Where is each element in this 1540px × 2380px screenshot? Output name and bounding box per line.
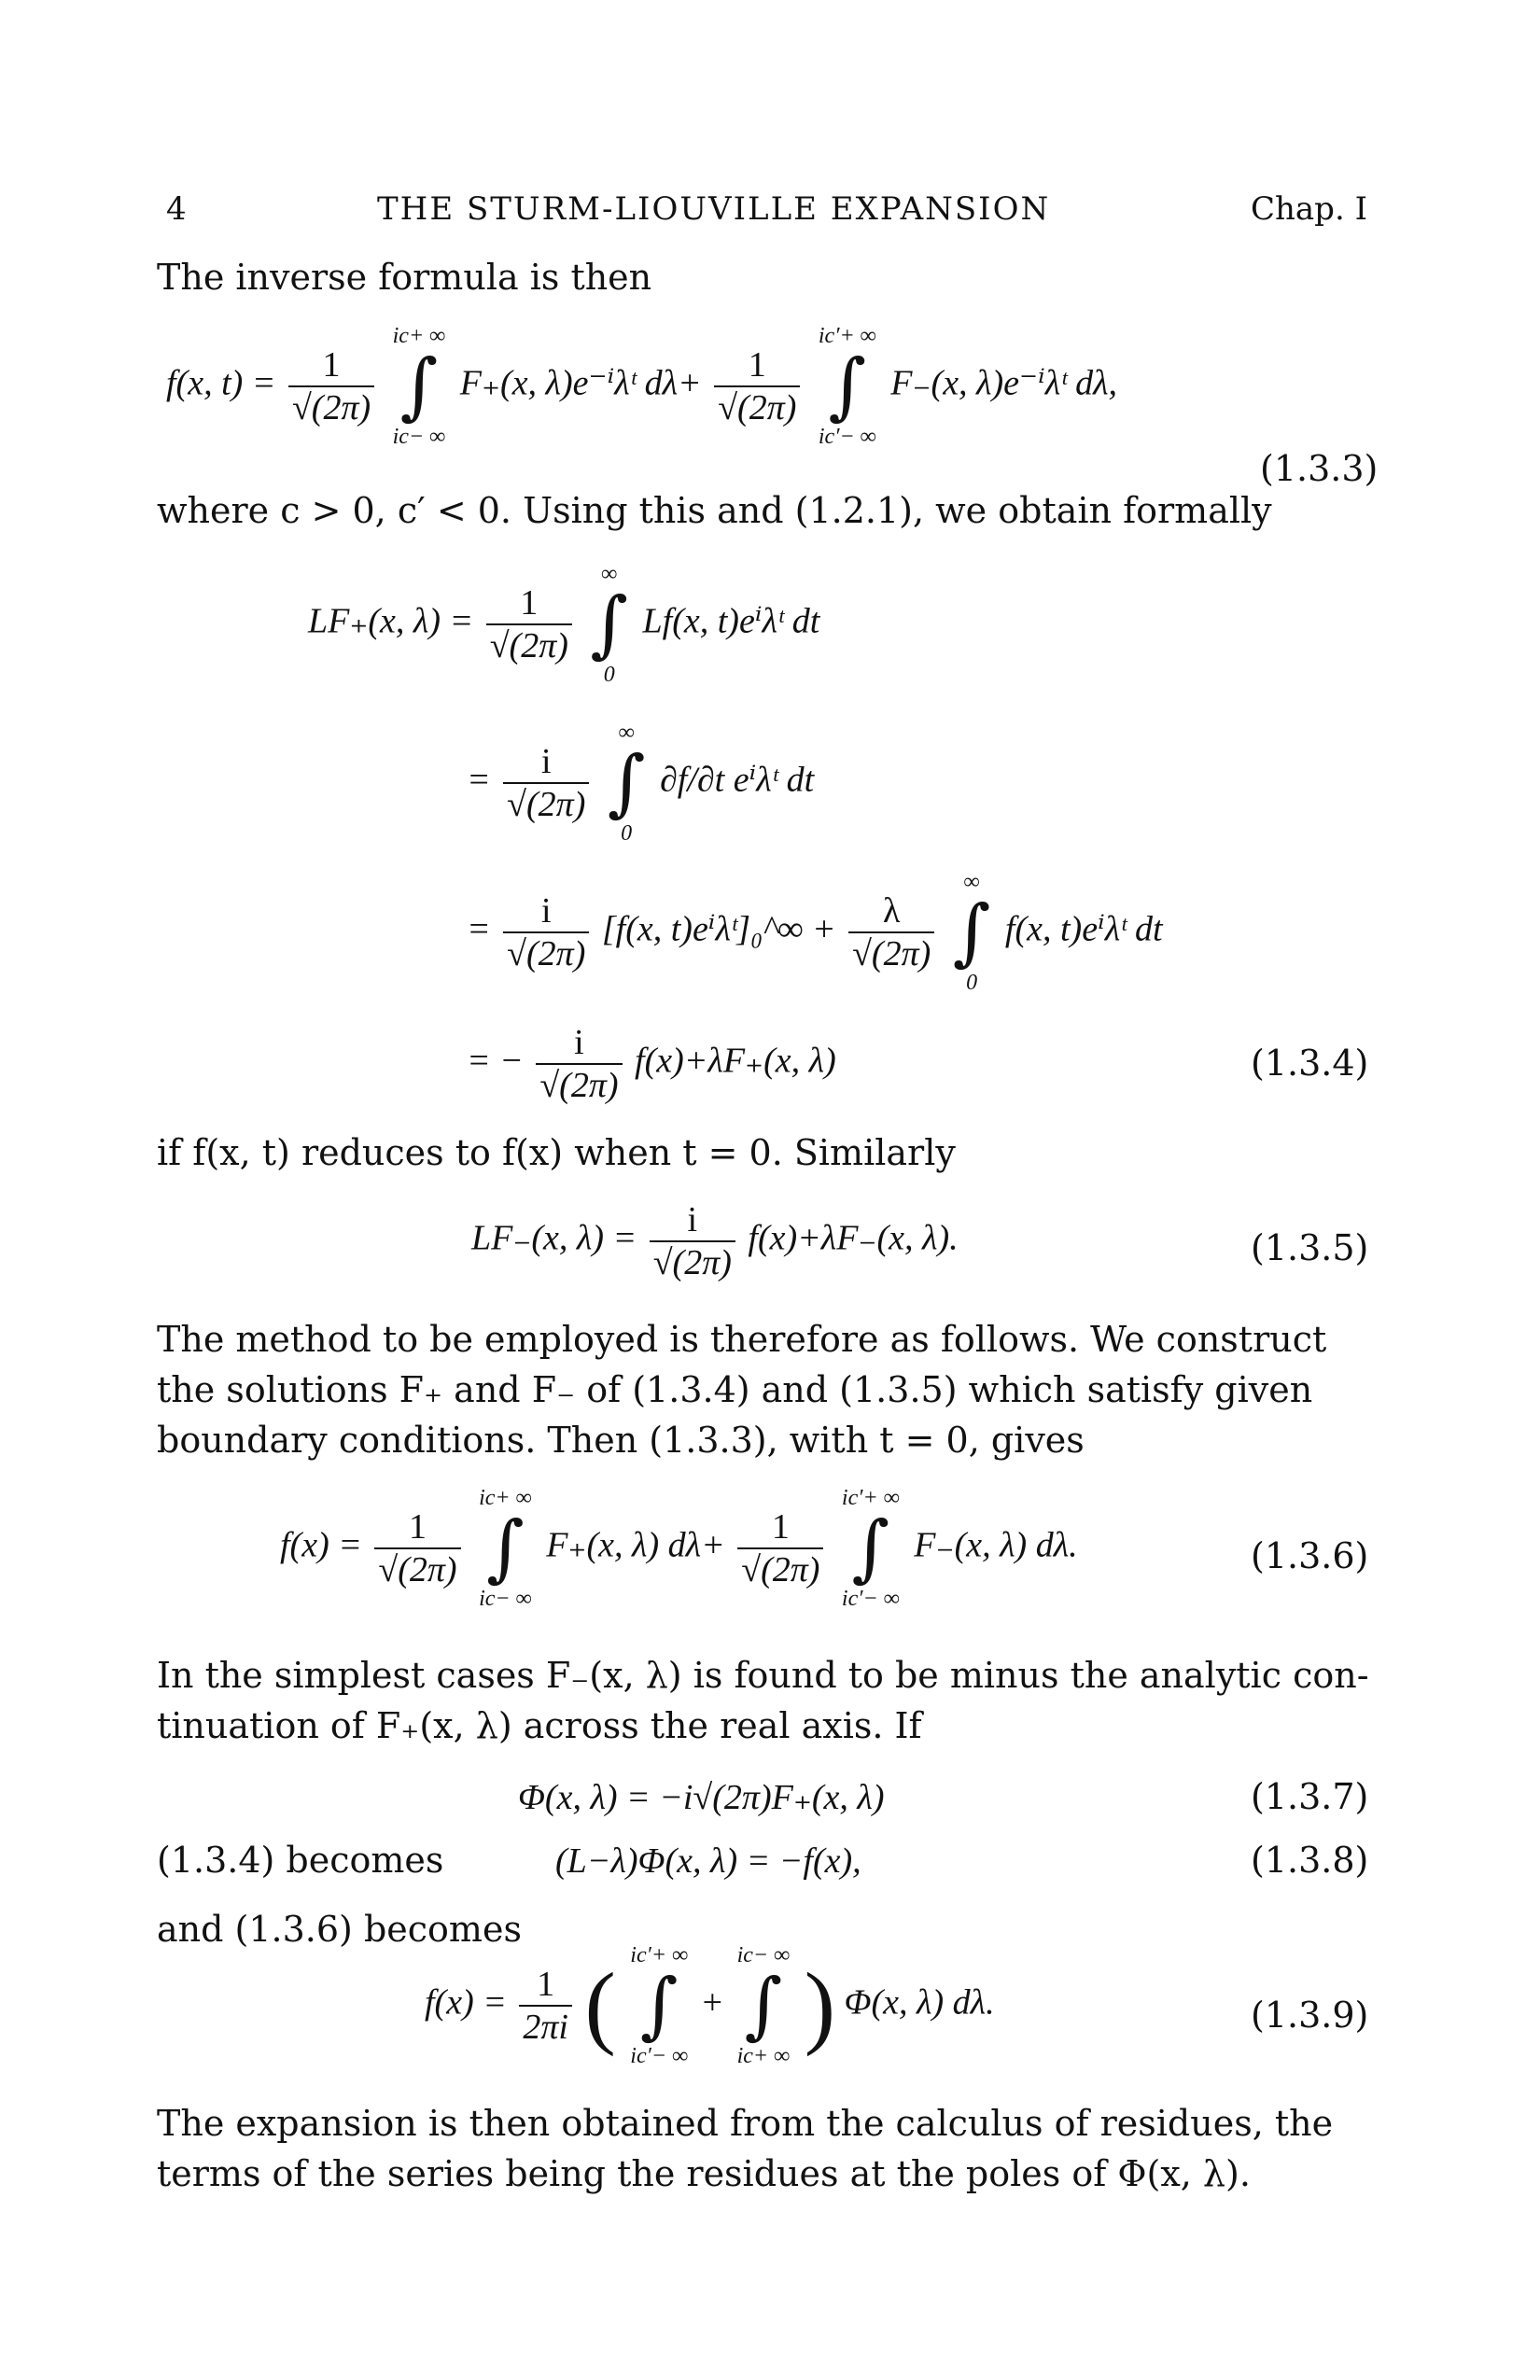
integral-upper-limit: ∞ xyxy=(963,870,980,894)
paragraph-line: terms of the series being the residues at the poles of Φ(x, λ). xyxy=(157,2153,1251,2194)
integrand: F₋(x, λ)e⁻ⁱλᵗ dλ, xyxy=(890,363,1118,403)
page-number: 4 xyxy=(166,190,189,228)
equals: = xyxy=(467,760,491,800)
paragraph-line: boundary conditions. Then (1.3.3), with t = 0, gives xyxy=(157,1420,1085,1461)
fraction-denominator: √(2π) xyxy=(489,626,568,665)
eq-lhs: f(x) = xyxy=(280,1525,362,1565)
fraction xyxy=(288,344,374,428)
fraction-numerator: 1 xyxy=(486,582,572,625)
equation-1-3-3 xyxy=(166,322,1117,451)
paragraph-line: In the simplest cases F₋(x, λ) is found to be minus the analytic con- xyxy=(157,1655,1369,1696)
fraction-denominator: √(2π) xyxy=(652,1243,732,1282)
paragraph-text: if f(x, t) reduces to f(x) when t = 0. Similarly xyxy=(157,1132,956,1173)
plus-sign: + xyxy=(702,1982,723,2023)
eq-lhs: f(x) = xyxy=(425,1982,507,2023)
fraction-numerator: i xyxy=(503,890,589,933)
integral-upper-limit: ic+ ∞ xyxy=(479,1486,532,1510)
equation-1-3-4-line-1 xyxy=(308,560,819,689)
integrand: f(x, t)eⁱλᵗ dt xyxy=(1004,909,1163,949)
eq-lhs: f(x, t) = xyxy=(166,363,276,403)
integral-sign: ic′+ ∞ ∫ ic′− ∞ xyxy=(841,1486,900,1611)
paragraph-line: the solutions F₊ and F₋ of (1.3.4) and (1.3.5) which satisfy given xyxy=(157,1369,1313,1410)
integral-upper-limit: ic′+ ∞ xyxy=(818,324,876,348)
paragraph-intro: The inverse formula is then xyxy=(157,257,652,298)
fraction-numerator: i xyxy=(650,1199,735,1242)
integral-lower-limit: ic′− ∞ xyxy=(841,1587,900,1611)
integral-upper-limit: ic− ∞ xyxy=(736,1943,791,1967)
integral-sign: ic′+ ∞ ∫ ic′− ∞ xyxy=(818,324,876,449)
fraction-denominator: √(2π) xyxy=(539,1066,619,1105)
integral-lower-limit: ic− ∞ xyxy=(479,1587,532,1611)
integral-upper-limit: ic′+ ∞ xyxy=(841,1486,900,1510)
fraction-numerator: i xyxy=(503,741,589,784)
integral-upper-limit: ic+ ∞ xyxy=(392,324,446,348)
equation-number: (1.3.6) xyxy=(1251,1535,1369,1576)
bracket-term: [f(x, t)eⁱλᵗ]₀^∞ + xyxy=(601,909,836,949)
fraction xyxy=(503,741,589,825)
equation-1-3-5 xyxy=(471,1199,959,1283)
eq-lhs: LF₊(x, λ) = xyxy=(308,601,474,641)
fraction-numerator: 1 xyxy=(374,1506,460,1549)
integral-sign: ic′+ ∞ ∫ ic′− ∞ xyxy=(630,1943,689,2068)
integrand: ∂f/∂t eⁱλᵗ dt xyxy=(660,760,815,800)
equation-1-3-8: (L−λ)Φ(x, λ) = −f(x), xyxy=(555,1841,861,1881)
fraction-numerator: 1 xyxy=(714,344,800,387)
fraction-denominator: √(2π) xyxy=(507,934,586,973)
chapter-label: Chap. I xyxy=(1251,190,1367,228)
equation-1-3-7: Φ(x, λ) = −i√(2π)F₊(x, λ) xyxy=(518,1778,885,1817)
fraction-numerator: 1 xyxy=(288,344,374,387)
fraction-denominator: √(2π) xyxy=(852,934,931,973)
fraction xyxy=(650,1199,735,1283)
equation-number: (1.3.9) xyxy=(1251,1995,1369,2036)
equation-number: (1.3.5) xyxy=(1251,1227,1369,1268)
integral-sign: ic+ ∞ ∫ ic− ∞ xyxy=(479,1486,532,1611)
fraction-denominator: √(2π) xyxy=(741,1550,820,1589)
fraction-denominator: √(2π) xyxy=(718,388,797,427)
integral-lower-limit: ic′− ∞ xyxy=(630,2044,689,2068)
fraction xyxy=(536,1022,622,1106)
paragraph-text: and (1.3.6) becomes xyxy=(157,1909,522,1950)
fraction xyxy=(737,1506,823,1590)
fraction-numerator: 1 xyxy=(737,1506,823,1549)
integral-lower-limit: ic′− ∞ xyxy=(818,425,876,449)
equation-number: (1.3.8) xyxy=(1251,1840,1369,1881)
left-paren: ( xyxy=(584,1953,616,2057)
equation-1-3-4-line-2 xyxy=(467,719,814,847)
integral-upper-limit: ∞ xyxy=(618,721,635,745)
equation-1-3-9 xyxy=(425,1941,995,2070)
integral-upper-limit: ic′+ ∞ xyxy=(630,1943,689,1967)
fraction-numerator: λ xyxy=(848,890,934,933)
fraction xyxy=(503,890,589,974)
integral-sign: ∞ ∫ 0 xyxy=(607,721,646,846)
paragraph-text: (1.3.4) becomes xyxy=(157,1840,444,1881)
integrand: F₊(x, λ)e⁻ⁱλᵗ dλ+ xyxy=(459,363,702,403)
fraction-numerator: 1 xyxy=(519,1964,572,2007)
equation-1-3-6 xyxy=(280,1484,1078,1613)
minus-sign: − xyxy=(499,1041,524,1081)
integrand: Φ(x, λ) dλ. xyxy=(844,1982,995,2023)
fraction-denominator: 2πi xyxy=(523,2008,568,2047)
fraction xyxy=(374,1506,460,1590)
rhs-term: f(x)+λF₋(x, λ). xyxy=(748,1218,959,1258)
equation-number: (1.3.3) xyxy=(1260,448,1379,489)
right-paren: ) xyxy=(804,1953,836,2057)
paragraph-line: The method to be employed is therefore as follows. We construct xyxy=(157,1319,1327,1360)
equals: = xyxy=(467,909,491,949)
eq-lhs: LF₋(x, λ) = xyxy=(471,1218,637,1258)
integral-lower-limit: ic− ∞ xyxy=(392,425,446,449)
integral-sign: ∞ ∫ 0 xyxy=(952,870,991,995)
fraction-denominator: √(2π) xyxy=(291,388,371,427)
equation-number: (1.3.4) xyxy=(1251,1043,1369,1084)
fraction xyxy=(848,890,934,974)
fraction-denominator: √(2π) xyxy=(378,1550,457,1589)
integral-lower-limit: 0 xyxy=(621,821,633,846)
paragraph-line: The expansion is then obtained from the calculus of residues, the xyxy=(157,2103,1334,2144)
integral-lower-limit: 0 xyxy=(966,971,978,995)
paragraph-text: where c > 0, c′ < 0. Using this and (1.2.1), we obtain formally xyxy=(157,490,1272,531)
equation-1-3-4-line-3 xyxy=(467,868,1163,997)
integrand: F₋(x, λ) dλ. xyxy=(914,1525,1078,1565)
integrand: Lf(x, t)eⁱλᵗ dt xyxy=(642,601,820,641)
paragraph-line: tinuation of F₊(x, λ) across the real axis. If xyxy=(157,1705,922,1746)
fraction-numerator: i xyxy=(536,1022,622,1065)
integral-sign: ic− ∞ ∫ ic+ ∞ xyxy=(736,1943,791,2068)
fraction xyxy=(714,344,800,428)
equation-1-3-4-line-4 xyxy=(467,1022,836,1106)
integral-lower-limit: ic+ ∞ xyxy=(736,2044,791,2068)
integral-sign: ic+ ∞ ∫ ic− ∞ xyxy=(392,324,446,449)
fraction xyxy=(486,582,572,666)
rhs-term: f(x)+λF₊(x, λ) xyxy=(635,1041,836,1081)
fraction-denominator: √(2π) xyxy=(507,785,586,824)
integral-lower-limit: 0 xyxy=(603,663,615,687)
running-title: THE STURM-LIOUVILLE EXPANSION xyxy=(377,190,1051,228)
fraction xyxy=(519,1964,572,2048)
equals: = xyxy=(467,1041,491,1081)
integral-upper-limit: ∞ xyxy=(601,562,618,586)
integrand: F₊(x, λ) dλ+ xyxy=(546,1525,725,1565)
integral-sign: ∞ ∫ 0 xyxy=(590,562,629,687)
equation-number: (1.3.7) xyxy=(1251,1776,1369,1817)
